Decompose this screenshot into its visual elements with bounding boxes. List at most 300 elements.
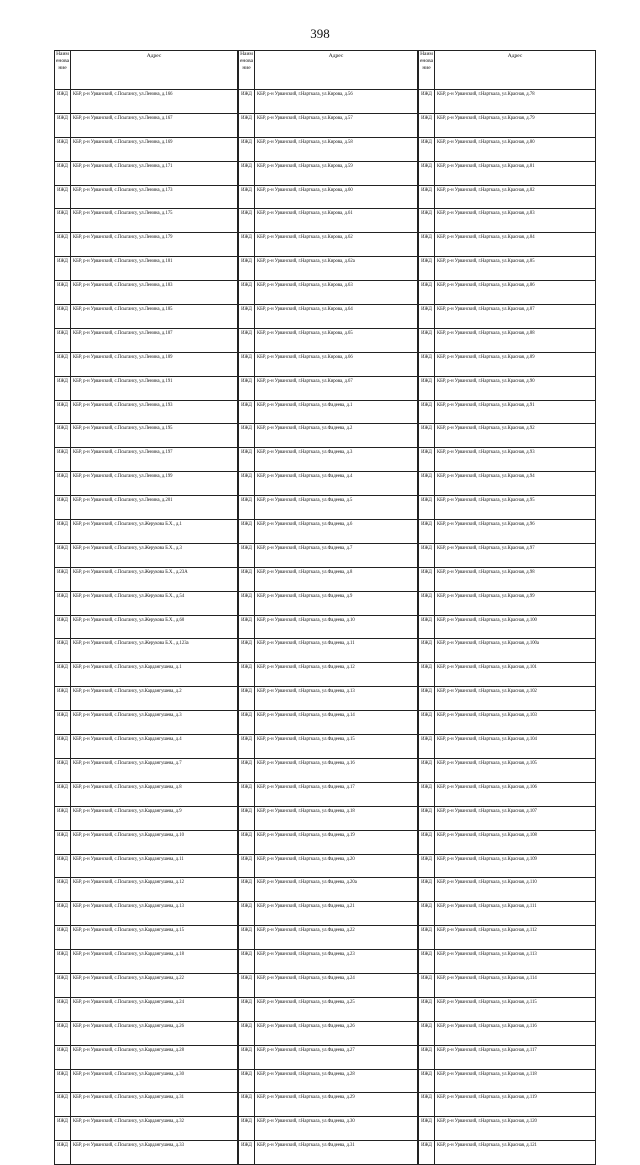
object-type-cell: ИЖД xyxy=(419,185,435,209)
object-type-cell: ИЖД xyxy=(55,973,71,997)
table-row xyxy=(239,543,418,567)
address-cell: КБР, р-н Урванский, г.Нарткала, ул.Фадеева, д.17 xyxy=(255,782,418,806)
table-row xyxy=(239,472,418,496)
object-type-cell: ИЖД xyxy=(55,137,71,161)
address-cell: КБР, р-н Урванский, с.Псыгансу, ул.Кардангушева, д.28 xyxy=(71,1045,238,1069)
object-type-cell: ИЖД xyxy=(239,1069,255,1093)
table-row xyxy=(419,663,596,687)
address-cell: КБР, р-н Урванский, г.Нарткала, ул.Красная, д.84 xyxy=(435,233,596,257)
object-type-cell: ИЖД xyxy=(55,997,71,1021)
table-row xyxy=(239,1021,418,1045)
address-cell: КБР, р-н Урванский, г.Нарткала, ул.Красная, д.98 xyxy=(435,567,596,591)
address-table xyxy=(418,50,596,1165)
object-type-cell: ИЖД xyxy=(55,639,71,663)
table-row xyxy=(239,257,418,281)
table-row xyxy=(239,113,418,137)
address-cell: КБР, р-н Урванский, г.Нарткала, ул.Красная, д.80 xyxy=(435,137,596,161)
table-row xyxy=(55,520,238,544)
object-type-cell: ИЖД xyxy=(239,424,255,448)
object-type-cell: ИЖД xyxy=(55,1117,71,1141)
table-row xyxy=(419,639,596,663)
address-cell: КБР, р-н Урванский, г.Нарткала, ул.Красная, д.116 xyxy=(435,1021,596,1045)
table-row xyxy=(239,567,418,591)
address-cell: КБР, р-н Урванский, г.Нарткала, ул.Фадеева, д.26 xyxy=(255,1021,418,1045)
object-type-cell: ИЖД xyxy=(419,758,435,782)
table-row xyxy=(239,496,418,520)
table-row xyxy=(239,902,418,926)
table-row xyxy=(419,1141,596,1165)
address-cell: КБР, р-н Урванский, г.Нарткала, ул.Кирова, д.59 xyxy=(255,161,418,185)
object-type-cell: ИЖД xyxy=(419,830,435,854)
address-cell: КБР, р-н Урванский, г.Нарткала, ул.Красная, д.94 xyxy=(435,472,596,496)
address-cell: КБР, р-н Урванский, г.Нарткала, ул.Фадеева, д.18 xyxy=(255,806,418,830)
address-cell: КБР, р-н Урванский, г.Нарткала, ул.Красная, д.111 xyxy=(435,902,596,926)
table-row xyxy=(239,1093,418,1117)
table-row xyxy=(55,305,238,329)
object-type-cell: ИЖД xyxy=(55,1045,71,1069)
address-cell: КБР, р-н Урванский, г.Нарткала, ул.Красная, д.92 xyxy=(435,424,596,448)
table-row xyxy=(239,615,418,639)
table-row xyxy=(419,448,596,472)
table-row xyxy=(239,400,418,424)
object-type-cell: ИЖД xyxy=(239,257,255,281)
address-cell: КБР, р-н Урванский, г.Нарткала, ул.Кирова, д.61 xyxy=(255,209,418,233)
address-cell: КБР, р-н Урванский, г.Нарткала, ул.Красная, д.100 xyxy=(435,615,596,639)
address-cell: КБР, р-н Урванский, г.Нарткала, ул.Кирова, д.65 xyxy=(255,328,418,352)
object-type-cell: ИЖД xyxy=(55,424,71,448)
object-type-cell: ИЖД xyxy=(239,233,255,257)
table-header-row xyxy=(419,51,596,90)
table-row xyxy=(419,520,596,544)
address-cell: КБР, р-н Урванский, г.Нарткала, ул.Красная, д.89 xyxy=(435,352,596,376)
object-type-cell: ИЖД xyxy=(419,233,435,257)
address-cell: КБР, р-н Урванский, с.Псыгансу, ул.Жерукова Б.Х., д.23А xyxy=(71,567,238,591)
table-row xyxy=(419,806,596,830)
address-cell: КБР, р-н Урванский, г.Нарткала, ул.Кирова, д.62 xyxy=(255,233,418,257)
object-type-cell: ИЖД xyxy=(239,137,255,161)
table-row xyxy=(239,1117,418,1141)
table-row xyxy=(419,878,596,902)
table-row xyxy=(419,281,596,305)
object-type-cell: ИЖД xyxy=(55,448,71,472)
address-cell: КБР, р-н Урванский, г.Нарткала, ул.Красная, д.115 xyxy=(435,997,596,1021)
table-row xyxy=(55,376,238,400)
address-cell: КБР, р-н Урванский, г.Нарткала, ул.Фадеева, д.13 xyxy=(255,687,418,711)
object-type-cell: ИЖД xyxy=(419,973,435,997)
table-row xyxy=(419,257,596,281)
object-type-cell: ИЖД xyxy=(55,711,71,735)
table-row xyxy=(55,950,238,974)
table-row xyxy=(55,233,238,257)
address-cell: КБР, р-н Урванский, г.Нарткала, ул.Фадеева, д.22 xyxy=(255,926,418,950)
object-type-cell: ИЖД xyxy=(239,782,255,806)
object-type-cell: ИЖД xyxy=(55,950,71,974)
object-type-cell: ИЖД xyxy=(55,233,71,257)
address-cell: КБР, р-н Урванский, г.Нарткала, ул.Кирова, д.64 xyxy=(255,305,418,329)
table-row xyxy=(239,806,418,830)
object-type-cell: ИЖД xyxy=(419,472,435,496)
table-row xyxy=(419,352,596,376)
object-type-cell: ИЖД xyxy=(55,902,71,926)
address-cell: КБР, р-н Урванский, г.Нарткала, ул.Красная, д.112 xyxy=(435,926,596,950)
table-row xyxy=(239,305,418,329)
object-type-cell: ИЖД xyxy=(419,137,435,161)
object-type-cell: ИЖД xyxy=(419,711,435,735)
address-cell: КБР, р-н Урванский, с.Псыгансу, ул.Кардангушева, д.31 xyxy=(71,1093,238,1117)
address-cell: КБР, р-н Урванский, г.Нарткала, ул.Фадеева, д.28 xyxy=(255,1069,418,1093)
table-row xyxy=(419,758,596,782)
table-row xyxy=(55,543,238,567)
table-row xyxy=(239,854,418,878)
address-cell: КБР, р-н Урванский, г.Нарткала, ул.Красная, д.104 xyxy=(435,735,596,759)
table-row xyxy=(55,424,238,448)
object-type-cell: ИЖД xyxy=(55,926,71,950)
object-type-cell: ИЖД xyxy=(419,1069,435,1093)
address-cell: КБР, р-н Урванский, г.Нарткала, ул.Кирова, д.60 xyxy=(255,185,418,209)
address-cell: КБР, р-н Урванский, с.Псыгансу, ул.Ленина, д.181 xyxy=(71,257,238,281)
address-cell: КБР, р-н Урванский, г.Нарткала, ул.Красная, д.117 xyxy=(435,1045,596,1069)
object-type-cell: ИЖД xyxy=(419,496,435,520)
address-cell: КБР, р-н Урванский, г.Нарткала, ул.Кирова, д.67 xyxy=(255,376,418,400)
address-cell: КБР, р-н Урванский, с.Псыгансу, ул.Кардангушева, д.1 xyxy=(71,663,238,687)
table-row xyxy=(419,185,596,209)
address-cell: КБР, р-н Урванский, г.Нарткала, ул.Красная, д.121 xyxy=(435,1141,596,1165)
address-cell: КБР, р-н Урванский, г.Нарткала, ул.Красная, д.97 xyxy=(435,543,596,567)
table-row xyxy=(55,328,238,352)
object-type-cell: ИЖД xyxy=(239,209,255,233)
address-table xyxy=(238,50,418,1165)
address-cell: КБР, р-н Урванский, г.Нарткала, ул.Фадеева, д.7 xyxy=(255,543,418,567)
table-row xyxy=(419,615,596,639)
table-row xyxy=(239,711,418,735)
object-type-cell: ИЖД xyxy=(419,806,435,830)
object-type-cell: ИЖД xyxy=(55,758,71,782)
address-cell: КБР, р-н Урванский, с.Псыгансу, ул.Ленина, д.173 xyxy=(71,185,238,209)
table-row xyxy=(419,711,596,735)
address-cell: КБР, р-н Урванский, г.Нарткала, ул.Фадеева, д.1 xyxy=(255,400,418,424)
table-row xyxy=(239,233,418,257)
address-cell: КБР, р-н Урванский, г.Нарткала, ул.Фадеева, д.30 xyxy=(255,1117,418,1141)
object-type-cell: ИЖД xyxy=(55,1141,71,1165)
object-type-cell: ИЖД xyxy=(419,615,435,639)
table-row xyxy=(55,1117,238,1141)
address-cell: КБР, р-н Урванский, с.Псыгансу, ул.Кардангушева, д.32 xyxy=(71,1117,238,1141)
address-cell: КБР, р-н Урванский, с.Псыгансу, ул.Кардангушева, д.24 xyxy=(71,997,238,1021)
object-type-cell: ИЖД xyxy=(419,1045,435,1069)
address-cell: КБР, р-н Урванский, г.Нарткала, ул.Красная, д.83 xyxy=(435,209,596,233)
address-cell: КБР, р-н Урванский, с.Псыгансу, ул.Ленина, д.195 xyxy=(71,424,238,448)
object-type-cell: ИЖД xyxy=(419,352,435,376)
object-type-cell: ИЖД xyxy=(55,520,71,544)
table-row xyxy=(55,281,238,305)
table-row xyxy=(419,854,596,878)
column-header-address: Адрес xyxy=(435,51,596,90)
object-type-cell: ИЖД xyxy=(55,782,71,806)
table-row xyxy=(55,926,238,950)
address-cell: КБР, р-н Урванский, г.Нарткала, ул.Фадеева, д.4 xyxy=(255,472,418,496)
object-type-cell: ИЖД xyxy=(239,878,255,902)
address-cell: КБР, р-н Урванский, г.Нарткала, ул.Фадеева, д.31 xyxy=(255,1141,418,1165)
table-row xyxy=(419,735,596,759)
address-cell: КБР, р-н Урванский, г.Нарткала, ул.Красная, д.103 xyxy=(435,711,596,735)
address-cell: КБР, р-н Урванский, с.Псыгансу, ул.Ленина, д.193 xyxy=(71,400,238,424)
object-type-cell: ИЖД xyxy=(419,1021,435,1045)
object-type-cell: ИЖД xyxy=(239,281,255,305)
address-cell: КБР, р-н Урванский, с.Псыгансу, ул.Кардангушева, д.11 xyxy=(71,854,238,878)
table-row xyxy=(419,997,596,1021)
address-cell: КБР, р-н Урванский, с.Псыгансу, ул.Ленина, д.191 xyxy=(71,376,238,400)
object-type-cell: ИЖД xyxy=(55,209,71,233)
address-table-left xyxy=(54,50,238,1165)
object-type-cell: ИЖД xyxy=(55,1021,71,1045)
address-cell: КБР, р-н Урванский, г.Нарткала, ул.Красная, д.90 xyxy=(435,376,596,400)
address-cell: КБР, р-н Урванский, г.Нарткала, ул.Фадеева, д.15 xyxy=(255,735,418,759)
table-row xyxy=(55,854,238,878)
table-row xyxy=(55,973,238,997)
address-tables xyxy=(54,50,596,1149)
object-type-cell: ИЖД xyxy=(55,496,71,520)
object-type-cell: ИЖД xyxy=(239,90,255,114)
address-cell: КБР, р-н Урванский, с.Псыгансу, ул.Ленина, д.197 xyxy=(71,448,238,472)
table-row xyxy=(55,161,238,185)
table-row xyxy=(419,926,596,950)
address-cell: КБР, р-н Урванский, г.Нарткала, ул.Красная, д.85 xyxy=(435,257,596,281)
address-cell: КБР, р-н Урванский, с.Псыгансу, ул.Жерукова Б.Х., д.123а xyxy=(71,639,238,663)
object-type-cell: ИЖД xyxy=(239,639,255,663)
object-type-cell: ИЖД xyxy=(55,161,71,185)
table-row xyxy=(239,1141,418,1165)
object-type-cell: ИЖД xyxy=(419,687,435,711)
table-row xyxy=(239,185,418,209)
table-row xyxy=(239,782,418,806)
address-cell: КБР, р-н Урванский, с.Псыгансу, ул.Жерукова Б.Х., д.54 xyxy=(71,591,238,615)
object-type-cell: ИЖД xyxy=(239,185,255,209)
table-row xyxy=(55,639,238,663)
table-row xyxy=(239,1069,418,1093)
table-row xyxy=(55,1021,238,1045)
address-cell: КБР, р-н Урванский, с.Псыгансу, ул.Ленина, д.171 xyxy=(71,161,238,185)
table-row xyxy=(419,90,596,114)
object-type-cell: ИЖД xyxy=(239,830,255,854)
table-row xyxy=(419,113,596,137)
table-row xyxy=(419,1045,596,1069)
table-row xyxy=(55,496,238,520)
table-row xyxy=(55,997,238,1021)
table-row xyxy=(419,567,596,591)
object-type-cell: ИЖД xyxy=(419,328,435,352)
table-row xyxy=(239,448,418,472)
table-row xyxy=(419,1117,596,1141)
address-cell: КБР, р-н Урванский, г.Нарткала, ул.Красная, д.113 xyxy=(435,950,596,974)
table-row xyxy=(419,950,596,974)
address-cell: КБР, р-н Урванский, г.Нарткала, ул.Красная, д.114 xyxy=(435,973,596,997)
address-cell: КБР, р-н Урванский, г.Нарткала, ул.Красная, д.81 xyxy=(435,161,596,185)
table-row xyxy=(55,902,238,926)
table-row xyxy=(239,830,418,854)
object-type-cell: ИЖД xyxy=(55,185,71,209)
table-row xyxy=(239,735,418,759)
table-row xyxy=(239,328,418,352)
table-row xyxy=(419,305,596,329)
table-row xyxy=(419,1021,596,1045)
object-type-cell: ИЖД xyxy=(419,424,435,448)
address-table xyxy=(54,50,238,1165)
object-type-cell: ИЖД xyxy=(239,352,255,376)
object-type-cell: ИЖД xyxy=(239,567,255,591)
table-row xyxy=(55,615,238,639)
address-cell: КБР, р-н Урванский, с.Псыгансу, ул.Ленина, д.169 xyxy=(71,137,238,161)
table-row xyxy=(55,1069,238,1093)
table-row xyxy=(55,758,238,782)
table-row xyxy=(55,137,238,161)
table-row xyxy=(55,567,238,591)
address-cell: КБР, р-н Урванский, г.Нарткала, ул.Красная, д.95 xyxy=(435,496,596,520)
object-type-cell: ИЖД xyxy=(55,806,71,830)
table-row xyxy=(419,830,596,854)
table-row xyxy=(55,448,238,472)
address-cell: КБР, р-н Урванский, с.Псыгансу, ул.Ленина, д.187 xyxy=(71,328,238,352)
address-cell: КБР, р-н Урванский, с.Псыгансу, ул.Кардангушева, д.22 xyxy=(71,973,238,997)
address-cell: КБР, р-н Урванский, г.Нарткала, ул.Красная, д.86 xyxy=(435,281,596,305)
address-cell: КБР, р-н Урванский, с.Псыгансу, ул.Кардангушева, д.13 xyxy=(71,902,238,926)
table-row xyxy=(419,233,596,257)
object-type-cell: ИЖД xyxy=(239,400,255,424)
table-row xyxy=(419,1069,596,1093)
table-row xyxy=(239,663,418,687)
address-cell: КБР, р-н Урванский, с.Псыгансу, ул.Кардангушева, д.7 xyxy=(71,758,238,782)
table-row xyxy=(239,90,418,114)
table-row xyxy=(239,376,418,400)
address-cell: КБР, р-н Урванский, с.Псыгансу, ул.Жерукова Б.Х., д.60 xyxy=(71,615,238,639)
table-row xyxy=(419,496,596,520)
address-cell: КБР, р-н Урванский, г.Нарткала, ул.Красная, д.105 xyxy=(435,758,596,782)
address-cell: КБР, р-н Урванский, г.Нарткала, ул.Красная, д.119 xyxy=(435,1093,596,1117)
table-row xyxy=(419,161,596,185)
object-type-cell: ИЖД xyxy=(55,113,71,137)
table-row xyxy=(55,687,238,711)
table-row xyxy=(419,137,596,161)
object-type-cell: ИЖД xyxy=(239,735,255,759)
object-type-cell: ИЖД xyxy=(239,1117,255,1141)
address-cell: КБР, р-н Урванский, с.Псыгансу, ул.Кардангушева, д.30 xyxy=(71,1069,238,1093)
table-row xyxy=(239,687,418,711)
address-cell: КБР, р-н Урванский, г.Нарткала, ул.Кирова, д.63 xyxy=(255,281,418,305)
address-cell: КБР, р-н Урванский, г.Нарткала, ул.Кирова, д.56 xyxy=(255,90,418,114)
table-row xyxy=(55,90,238,114)
address-cell: КБР, р-н Урванский, с.Псыгансу, ул.Кардангушева, д.10 xyxy=(71,830,238,854)
address-cell: КБР, р-н Урванский, г.Нарткала, ул.Кирова, д.66 xyxy=(255,352,418,376)
address-cell: КБР, р-н Урванский, г.Нарткала, ул.Красная, д.101 xyxy=(435,663,596,687)
table-row xyxy=(419,424,596,448)
object-type-cell: ИЖД xyxy=(239,663,255,687)
object-type-cell: ИЖД xyxy=(419,281,435,305)
object-type-cell: ИЖД xyxy=(419,1093,435,1117)
table-row xyxy=(55,209,238,233)
address-table-right xyxy=(418,50,596,1165)
table-row xyxy=(419,209,596,233)
address-cell: КБР, р-н Урванский, г.Нарткала, ул.Фадеева, д.29 xyxy=(255,1093,418,1117)
table-row xyxy=(55,591,238,615)
address-cell: КБР, р-н Урванский, г.Нарткала, ул.Красная, д.109 xyxy=(435,854,596,878)
table-row xyxy=(55,663,238,687)
address-cell: КБР, р-н Урванский, г.Нарткала, ул.Фадеева, д.20 xyxy=(255,854,418,878)
table-row xyxy=(239,639,418,663)
object-type-cell: ИЖД xyxy=(55,591,71,615)
object-type-cell: ИЖД xyxy=(55,854,71,878)
table-row xyxy=(55,352,238,376)
object-type-cell: ИЖД xyxy=(239,1045,255,1069)
address-cell: КБР, р-н Урванский, с.Псыгансу, ул.Кардангушева, д.2 xyxy=(71,687,238,711)
address-cell: КБР, р-н Урванский, г.Нарткала, ул.Красная, д.110 xyxy=(435,878,596,902)
object-type-cell: ИЖД xyxy=(239,1141,255,1165)
column-header-type: Наим енова ние xyxy=(419,51,435,90)
table-row xyxy=(419,472,596,496)
column-header-address: Адрес xyxy=(71,51,238,90)
address-cell: КБР, р-н Урванский, г.Нарткала, ул.Красная, д.82 xyxy=(435,185,596,209)
table-row xyxy=(239,281,418,305)
object-type-cell: ИЖД xyxy=(55,567,71,591)
address-cell: КБР, р-н Урванский, с.Псыгансу, ул.Кардангушева, д.15 xyxy=(71,926,238,950)
table-row xyxy=(239,878,418,902)
object-type-cell: ИЖД xyxy=(419,448,435,472)
address-cell: КБР, р-н Урванский, г.Нарткала, ул.Красная, д.78 xyxy=(435,90,596,114)
object-type-cell: ИЖД xyxy=(239,161,255,185)
table-row xyxy=(55,782,238,806)
table-row xyxy=(239,758,418,782)
table-row xyxy=(55,1141,238,1165)
object-type-cell: ИЖД xyxy=(239,328,255,352)
object-type-cell: ИЖД xyxy=(55,257,71,281)
object-type-cell: ИЖД xyxy=(239,305,255,329)
object-type-cell: ИЖД xyxy=(239,543,255,567)
object-type-cell: ИЖД xyxy=(419,663,435,687)
table-row xyxy=(419,973,596,997)
object-type-cell: ИЖД xyxy=(239,854,255,878)
address-cell: КБР, р-н Урванский, г.Нарткала, ул.Фадеева, д.9 xyxy=(255,591,418,615)
table-row xyxy=(239,997,418,1021)
object-type-cell: ИЖД xyxy=(239,113,255,137)
table-header-row xyxy=(239,51,418,90)
address-cell: КБР, р-н Урванский, г.Нарткала, ул.Красная, д.88 xyxy=(435,328,596,352)
object-type-cell: ИЖД xyxy=(419,591,435,615)
address-cell: КБР, р-н Урванский, г.Нарткала, ул.Красная, д.96 xyxy=(435,520,596,544)
object-type-cell: ИЖД xyxy=(419,161,435,185)
address-cell: КБР, р-н Урванский, г.Нарткала, ул.Красная, д.100а xyxy=(435,639,596,663)
address-cell: КБР, р-н Урванский, с.Псыгансу, ул.Ленина, д.199 xyxy=(71,472,238,496)
object-type-cell: ИЖД xyxy=(239,472,255,496)
address-cell: КБР, р-н Урванский, г.Нарткала, ул.Фадеева, д.27 xyxy=(255,1045,418,1069)
address-cell: КБР, р-н Урванский, г.Нарткала, ул.Красная, д.106 xyxy=(435,782,596,806)
address-cell: КБР, р-н Урванский, г.Нарткала, ул.Фадеева, д.16 xyxy=(255,758,418,782)
object-type-cell: ИЖД xyxy=(55,472,71,496)
address-cell: КБР, р-н Урванский, г.Нарткала, ул.Красная, д.107 xyxy=(435,806,596,830)
object-type-cell: ИЖД xyxy=(55,328,71,352)
address-cell: КБР, р-н Урванский, г.Нарткала, ул.Фадеева, д.6 xyxy=(255,520,418,544)
object-type-cell: ИЖД xyxy=(419,567,435,591)
object-type-cell: ИЖД xyxy=(239,758,255,782)
object-type-cell: ИЖД xyxy=(55,615,71,639)
object-type-cell: ИЖД xyxy=(55,735,71,759)
column-header-type: Наим енова ние xyxy=(55,51,71,90)
object-type-cell: ИЖД xyxy=(55,400,71,424)
page-number: 398 xyxy=(310,26,330,41)
address-cell: КБР, р-н Урванский, г.Нарткала, ул.Фадеева, д.10 xyxy=(255,615,418,639)
address-cell: КБР, р-н Урванский, г.Нарткала, ул.Красная, д.102 xyxy=(435,687,596,711)
object-type-cell: ИЖД xyxy=(419,902,435,926)
object-type-cell: ИЖД xyxy=(239,448,255,472)
address-cell: КБР, р-н Урванский, г.Нарткала, ул.Красная, д.108 xyxy=(435,830,596,854)
table-row xyxy=(55,878,238,902)
